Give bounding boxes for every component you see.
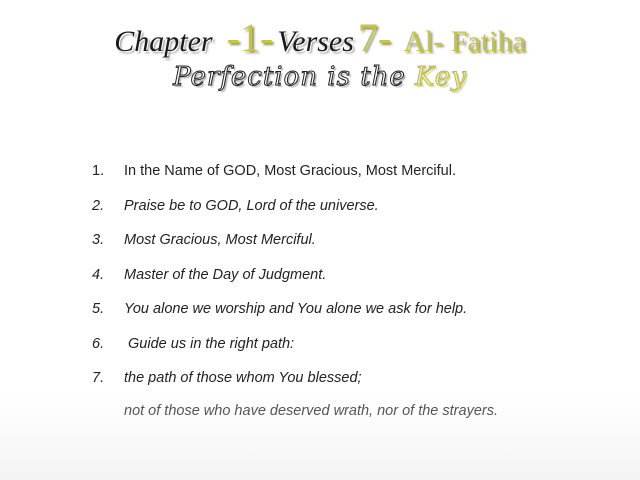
verse-text: Guide us in the right path: bbox=[124, 335, 295, 352]
verse-6 bbox=[92, 333, 622, 368]
subtitle-key-word: Key bbox=[415, 62, 467, 92]
verse-text: In the Name of GOD, Most Gracious, Most Merciful. bbox=[124, 163, 456, 179]
chapter-number: -1- bbox=[226, 15, 274, 60]
verse-text: Most Gracious, Most Merciful. bbox=[124, 232, 316, 248]
verse-3 bbox=[92, 229, 622, 264]
verse-7 bbox=[92, 367, 622, 402]
verse-5 bbox=[92, 298, 622, 333]
verse-number: 5. bbox=[92, 301, 105, 317]
subtitle bbox=[0, 62, 640, 92]
verse-number: 4. bbox=[92, 266, 105, 283]
verse-1 bbox=[92, 160, 622, 195]
verse-number: 3. bbox=[92, 232, 105, 248]
verse-number: 7. bbox=[92, 370, 105, 386]
subtitle-main: Perfection is the bbox=[173, 62, 416, 92]
verse-4 bbox=[92, 264, 622, 299]
verse-7-continuation: not of those who have deserved wrath, nor of the strayers. bbox=[124, 403, 498, 419]
chapter-title bbox=[0, 14, 640, 61]
verse-text: Master of the Day of Judgment. bbox=[124, 266, 327, 283]
verse-text: Praise be to GOD, Lord of the universe. bbox=[124, 197, 379, 214]
verse-2 bbox=[92, 195, 622, 230]
verse-text: the path of those whom You blessed; bbox=[124, 370, 362, 386]
chapter-label: Chapter bbox=[114, 25, 213, 58]
verses-count: 7- bbox=[357, 15, 392, 60]
verse-number: 6. bbox=[92, 335, 105, 352]
verse-number: 1. bbox=[92, 163, 105, 179]
surah-name: Al- Fatiha bbox=[403, 25, 526, 58]
verse-text: You alone we worship and You alone we ask for help. bbox=[124, 301, 468, 317]
verse-list bbox=[92, 160, 622, 402]
verses-label: Verses bbox=[277, 25, 354, 58]
verse-number: 2. bbox=[92, 197, 105, 214]
